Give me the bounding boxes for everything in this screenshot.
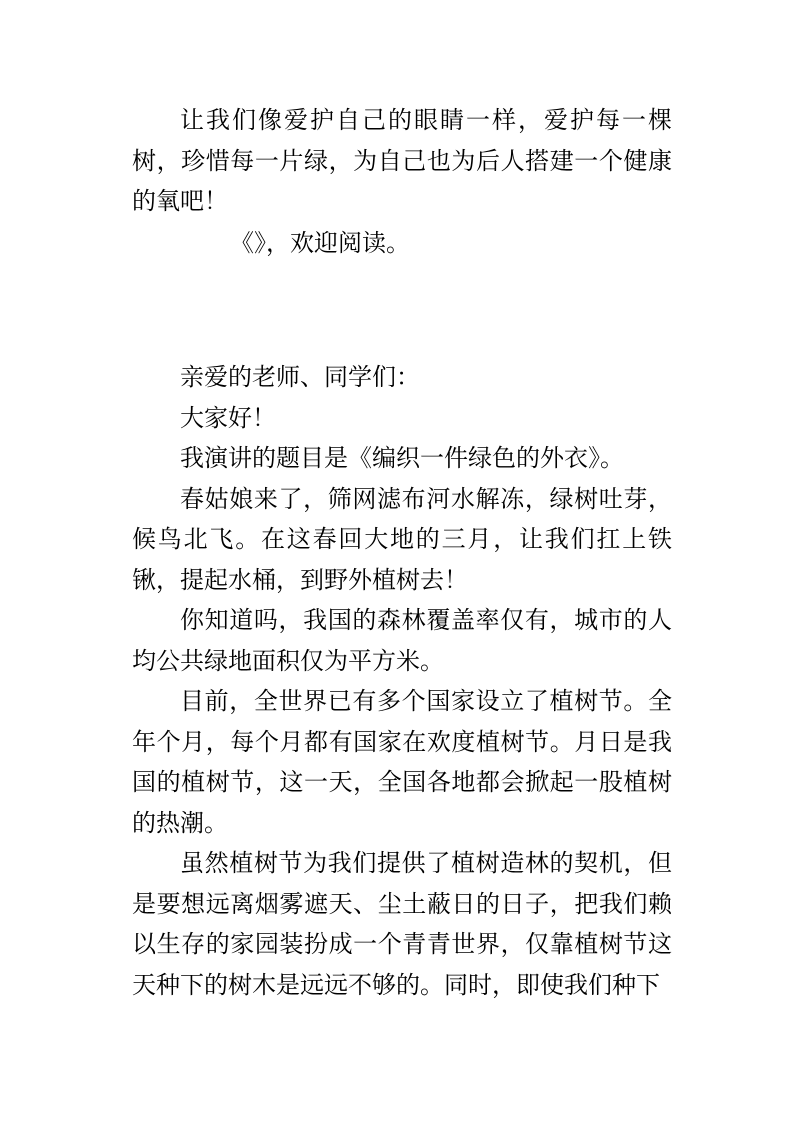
- intro-section: [132, 100, 672, 222]
- speech-title-line: 我演讲的题目是《编织一件绿色的外衣》。: [180, 444, 624, 472]
- greeting-line: 亲爱的老师、同学们：: [180, 363, 420, 391]
- intro-paragraph: 让我们像爱护自己的眼睛一样，爱护每一棵树，珍惜每一片绿，为自己也为后人搭建一个健康的氧吧！: [132, 106, 672, 215]
- salutation-line: 大家好！: [180, 403, 276, 432]
- welcome-line: 《》，欢迎阅读。: [230, 229, 410, 257]
- body-paragraph: 目前，全世界已有多个国家设立了植树节。全年个月，每个月都有国家在欢度植树节。月日是我国的植树节，这一天，全国各地都会掀起一股植树的热潮。: [132, 687, 672, 837]
- body-paragraph: 春姑娘来了，筛网滤布河水解冻，绿树吐芽，候鸟北飞。在这春回大地的三月，让我们扛上铁锹，提起水桶，到野外植树去！: [132, 484, 672, 594]
- body-paragraph: 你知道吗，我国的森林覆盖率仅有，城市的人均公共绿地面积仅为平方米。: [132, 606, 672, 675]
- speech-section: [132, 357, 672, 1005]
- body-paragraph: 虽然植树节为我们提供了植树造林的契机，但是要想远离烟雾遮天、尘土蔽日的日子，把我们赖以生存的家园装扮成一个青青世界，仅靠植树节这天种下的树木是远远不够的。同时，即使我们种下: [132, 849, 672, 999]
